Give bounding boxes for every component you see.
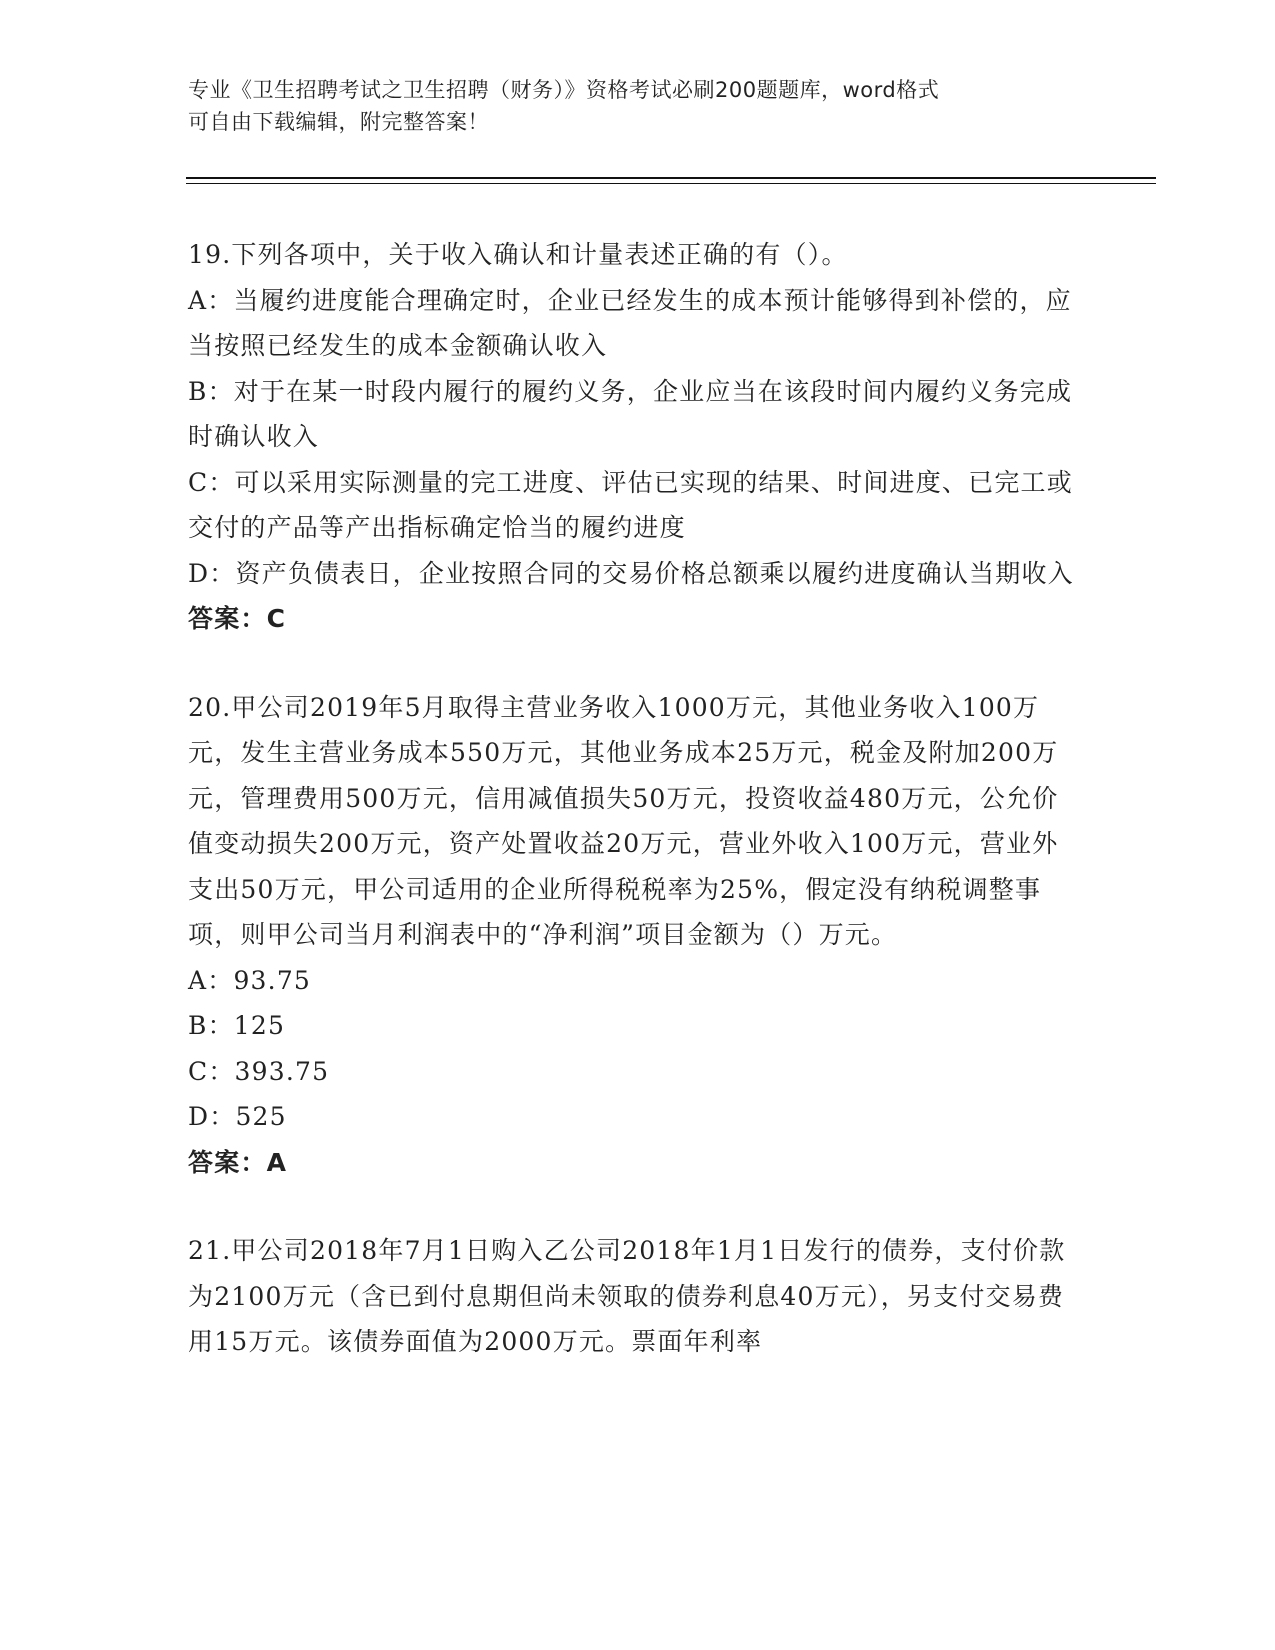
question-19 — [188, 232, 1078, 642]
answer-label: 答案：A — [188, 1147, 288, 1177]
option-a: A：当履约进度能合理确定时，企业已经发生的成本预计能够得到补偿的，应当按照已经发生的成本金额确认收入 — [188, 285, 1072, 360]
question-21 — [188, 1228, 1078, 1365]
option-c: C：393.75 — [188, 1056, 330, 1086]
option-c: C：可以采用实际测量的完工进度、评估已实现的结果、时间进度、已完工或交付的产品等产出指标确定恰当的履约进度 — [188, 467, 1073, 542]
option-d: D：资产负债表日，企业按照合同的交易价格总额乘以履约进度确认当期收入 — [188, 558, 1074, 588]
question-gap — [188, 1185, 1078, 1228]
question-stem: 21.甲公司2018年7月1日购入乙公司2018年1月1日发行的债券，支付价款为2100万元（含已到付息期但尚未领取的债券利息40万元），另支付交易费用15万元。该债券面值为2000万元。票面年利率 — [188, 1236, 1066, 1356]
question-stem: 19.下列各项中，关于收入确认和计量表述正确的有（）。 — [188, 240, 848, 269]
header-line-2: 可自由下载编辑，附完整答案！ — [188, 110, 489, 134]
header-rule-thick — [186, 177, 1156, 179]
option-b: B：对于在某一时段内履行的履约义务，企业应当在该段时间内履约义务完成时确认收入 — [188, 376, 1073, 451]
option-b: B：125 — [188, 1011, 286, 1040]
answer-label: 答案：C — [188, 604, 287, 633]
document-header — [188, 74, 1068, 138]
option-d: D：525 — [188, 1102, 287, 1131]
question-20 — [188, 685, 1078, 1186]
option-a: A：93.75 — [188, 965, 312, 995]
header-line-1: 专业《卫生招聘考试之卫生招聘（财务）》资格考试必刷200题题库，word格式 — [188, 78, 940, 102]
question-stem: 20.甲公司2019年5月取得主营业务收入1000万元，其他业务收入100万元，发生主营业务成本550万元，其他业务成本25万元，税金及附加200万元，管理费用500万元，信用减值损失50万元，投资收益480万元，公允价值变动损失200万元，资产处置收益20万元，营业外收入100万元，营业外支出50万元，甲公司适用的企业所得税税率为25%，假定没有纳税调整事项，则甲公司当月利润表中的“净利润”项目金额为（）万元。 — [188, 692, 1059, 949]
question-list — [188, 232, 1078, 1365]
header-rule-thin — [186, 183, 1156, 184]
question-gap — [188, 642, 1078, 685]
